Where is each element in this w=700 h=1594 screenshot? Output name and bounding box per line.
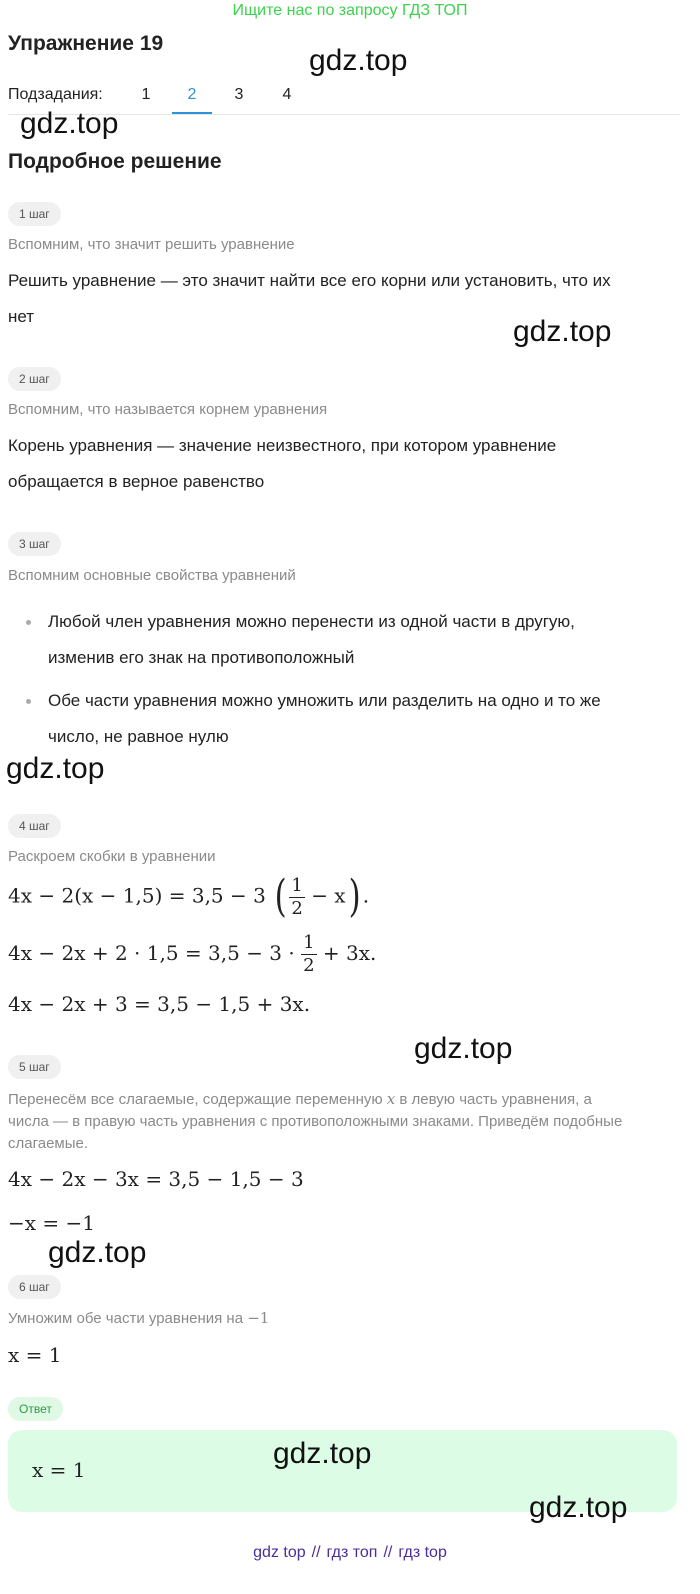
watermark: gdz.top — [529, 1491, 628, 1524]
watermark: gdz.top — [48, 1236, 147, 1269]
step-hint: Вспомним, что значит решить уравнение — [8, 236, 295, 253]
search-banner[interactable]: Ищите нас по запросу ГДЗ ТОП — [232, 2, 468, 19]
bullet-icon — [26, 620, 31, 625]
math-line — [8, 872, 369, 922]
section-title: Подробное решение — [8, 150, 222, 173]
step-hint: Вспомним, что называется корнем уравнения — [8, 401, 328, 418]
fraction: $\frac{1}{2}$ — [303, 932, 315, 976]
exercise-title: Упражнение 19 — [8, 32, 164, 55]
math-line: x = 1 — [8, 1343, 62, 1367]
subtask-tab-2[interactable]: 2 — [172, 84, 212, 114]
step-hint: Вспомним основные свойства уравнений — [8, 567, 296, 584]
step-text-line: Решить уравнение — это значит найти все его корни или установить, что их — [8, 271, 611, 290]
step-hint: Раскроем скобки в уравнении — [8, 848, 216, 865]
step-badge: 5 шаг — [8, 1055, 61, 1079]
bullet-text-line: Любой член уравнения можно перенести из одной части в другую, — [48, 612, 575, 631]
step-hint: Перенесём все слагаемые, содержащие переменную x в левую часть уравнения, а — [8, 1090, 592, 1108]
footer-link[interactable]: gdz top — [253, 1544, 306, 1561]
step-badge: 6 шаг — [8, 1275, 61, 1299]
footer-separator: // — [311, 1544, 321, 1561]
step-badge: 1 шаг — [8, 202, 61, 226]
bullet-text-line: Обе части уравнения можно умножить или разделить на одно и то же — [48, 691, 601, 710]
step-hint: числа — в правую часть уравнения с противоположными знаками. Приведём подобные — [8, 1113, 623, 1130]
bullet-text-line: число, не равное нулю — [48, 727, 229, 746]
math-line: 4x − 2x + 3 = 3,5 − 1,5 + 3x. — [8, 992, 311, 1016]
watermark: gdz.top — [6, 752, 105, 785]
bullet-text-line: изменив его знак на противоположный — [48, 648, 355, 667]
subtask-tab-4[interactable]: 4 — [282, 86, 292, 103]
watermark: gdz.top — [309, 44, 408, 77]
watermark: gdz.top — [273, 1437, 372, 1470]
math-line: 4x − 2x − 3x = 3,5 − 1,5 − 3 — [8, 1167, 304, 1191]
subtasks-label: Подзадания: — [8, 86, 103, 103]
footer-link[interactable]: гдз топ — [326, 1544, 378, 1561]
math-line: −x = −1 — [8, 1211, 95, 1235]
step-text-line: нет — [8, 307, 35, 326]
step-text-line: обращается в верное равенство — [8, 472, 265, 491]
watermark: gdz.top — [513, 315, 612, 348]
bullet-icon — [26, 699, 31, 704]
watermark: gdz.top — [20, 107, 119, 140]
step-hint: слагаемые. — [8, 1135, 89, 1152]
footer-links — [0, 1544, 700, 1562]
step-badge: 4 шаг — [8, 814, 61, 838]
subtask-tab-3[interactable]: 3 — [234, 86, 244, 103]
math-expr: 4x − 2x + 2 · 1,5 = 3,5 − 3 · — [8, 941, 295, 965]
step-hint: Умножим обе части уравнения на −1 — [8, 1309, 270, 1327]
step-text-line: Корень уравнения — значение неизвестного, при котором уравнение — [8, 436, 557, 455]
subtask-tab-1[interactable]: 1 — [141, 86, 151, 103]
paren-left: ( — [274, 871, 287, 922]
footer-separator: // — [383, 1544, 393, 1561]
math-expr: − x — [311, 883, 346, 908]
period: . — [362, 883, 370, 908]
footer-link[interactable]: гдз top — [398, 1544, 447, 1561]
fraction: $\frac{1}{2}$ — [291, 874, 303, 919]
paren-right: ) — [348, 871, 361, 922]
math-line — [8, 932, 376, 977]
answer-badge: Ответ — [8, 1397, 63, 1421]
math-expr: + 3x. — [322, 941, 377, 965]
step-badge: 2 шаг — [8, 367, 61, 391]
math-expr: 4x − 2(x − 1,5) = 3,5 − 3 — [8, 883, 266, 908]
watermark: gdz.top — [414, 1032, 513, 1065]
step-badge: 3 шаг — [8, 532, 61, 556]
answer-value: x = 1 — [32, 1458, 86, 1482]
